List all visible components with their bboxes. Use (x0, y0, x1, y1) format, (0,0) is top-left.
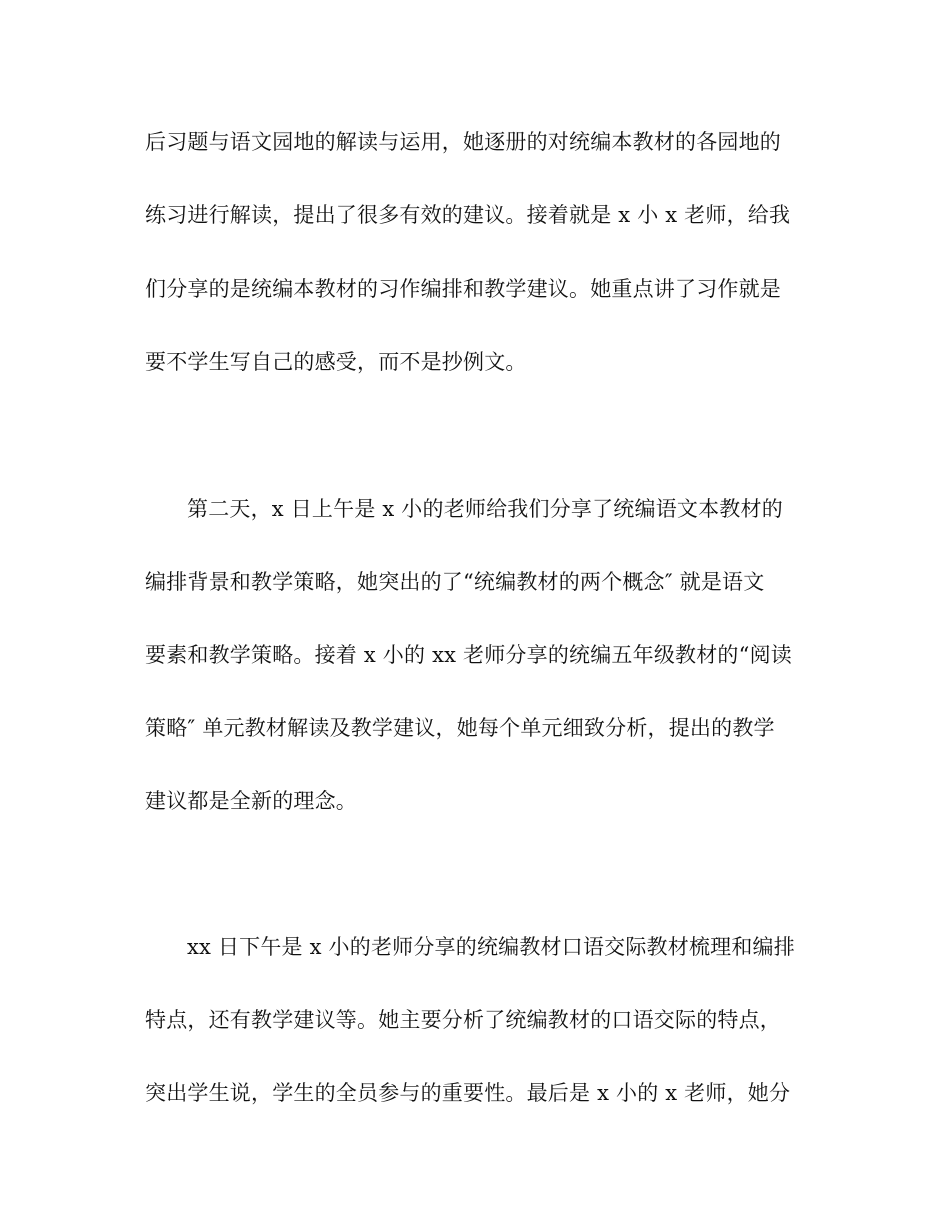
paragraph-line: 练习进行解读，提出了很多有效的建议。接着就是 x 小 x 老师，给我 (145, 203, 791, 227)
paragraph-line: 要不学生写自己的感受，而不是抄例文。 (145, 350, 527, 374)
paragraph-line: 们分享的是统编本教材的习作编排和教学建议。她重点讲了习作就是 (145, 277, 781, 301)
paragraph-line: xx 日下午是 x 小的老师分享的统编教材口语交际教材梳理和编排 (187, 935, 795, 959)
paragraph-line: 突出学生说，学生的全员参与的重要性。最后是 x 小的 x 老师，她分 (145, 1081, 791, 1105)
paragraph-line: 第二天，x 日上午是 x 小的老师给我们分享了统编语文本教材的 (187, 497, 783, 521)
paragraph-line: 特点，还有教学建议等。她主要分析了统编教材的口语交际的特点， (145, 1008, 781, 1032)
paragraph-line: 建议都是全新的理念。 (145, 789, 357, 813)
paragraph-line: 要素和教学策略。接着 x 小的 xx 老师分享的统编五年级教材的“阅读 (145, 643, 792, 667)
paragraph-line: 编排背景和教学策略，她突出的了“统编教材的两个概念″ 就是语文 (145, 570, 765, 594)
paragraph-line: 后习题与语文园地的解读与运用，她逐册的对统编本教材的各园地的 (145, 130, 781, 154)
paragraph-line: 策略″ 单元教材解读及教学建议，她每个单元细致分析，提出的教学 (145, 716, 775, 740)
